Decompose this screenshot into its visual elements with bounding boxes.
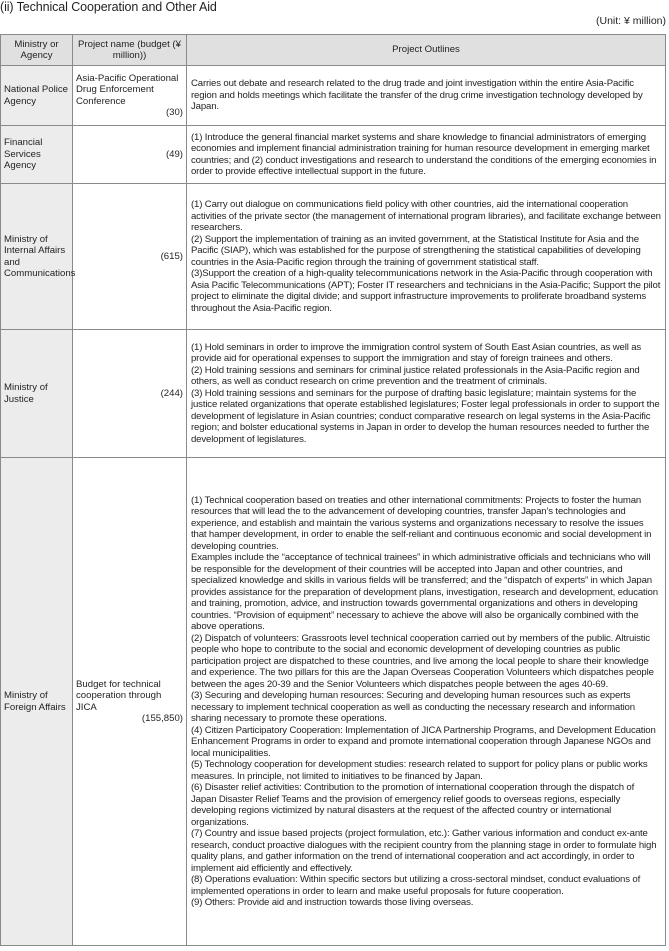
outline-cell [187, 458, 666, 946]
outline-paragraph: (2) Hold training sessions and seminars for criminal justice related professionals in the Asia-Pacific region and others, as well as conduct research on crime prevention and the treatment of criminals. [191, 364, 640, 388]
table-row [1, 126, 666, 184]
table-row [1, 66, 666, 126]
unit-note: (Unit: ¥ million) [595, 15, 666, 27]
outline-paragraph: (4) Citizen Participatory Cooperation: Implementation of JICA Partnership Programs, and Development Education Enhancement Programs in order to expand and promote international cooperation through Japanese NGOs and local municipalities. [191, 724, 656, 759]
ministry-cell: Financial Services Agency [1, 126, 73, 184]
outline-paragraph: Examples include the “acceptance of technical trainees” in which administrative officials and technicians who will be responsible for the development of their countries will be accepted into Japan and other countries, and specialized knowledge and skills in various fields will be transferred; and the “dispatch of experts” in which Japan provides assistance for the preparation of development plans, investigation, research and development, education and training, promotion, advice, and instruction towards governmental organizations and others in developing countries. “Provision of equipment” necessary to achieve the above will also be organically combined with the above operations. [191, 552, 658, 632]
project-budget: (49) [165, 148, 183, 160]
header-project: Project name (budget (¥ million)) [73, 35, 187, 66]
outline-paragraph: (1) Carry out dialogue on communications field policy with other countries, aid the international cooperation activities of the private sector (the management of international program libraries), and facilitate exchange between researchers. [191, 199, 661, 233]
project-cell [73, 330, 187, 458]
section-title: (ii) Technical Cooperation and Other Aid [0, 0, 217, 14]
outline-paragraph: (5) Technology cooperation for development studies: research related to support for policy plans or public works measures. In principle, not limited to initiatives to be financed by Japan. [191, 759, 648, 782]
table-row [1, 184, 666, 330]
outline-cell [187, 184, 666, 330]
outline-cell [187, 126, 666, 184]
ministry-cell: National Police Agency [1, 66, 73, 126]
project-cell [73, 66, 187, 126]
outline-paragraph: (2) Dispatch of volunteers: Grassroots level technical cooperation carried out by members of the public. Altruistic people who hope to contribute to the social and economic development of developing countries as public participation project are dispatched to these countries, and live among the local people to share their knowledge and experience. The two pillars for this are the Japan Overseas Cooperation Volunteers which dispatches people between the ages 20-39 and the Senior Volunteers which dispatches people between the ages 40-69. [191, 632, 654, 690]
outline-paragraph: (8) Operations evaluation: Within specific sectors but utilizing a cross-sectoral mindset, conduct evaluations of implemented operations in order to learn and make useful proposals for future cooperation. [191, 874, 641, 897]
project-budget: (615) [160, 250, 183, 262]
header-ministry: Ministry or Agency [1, 35, 73, 66]
ministry-cell: Ministry of Internal Affairs and Communications [1, 184, 73, 330]
aid-table [0, 34, 666, 946]
outline-paragraph: (3)Support the creation of a high-quality telecommunications network in the Asia-Pacific through cooperation with Asia Pacific Telecommunications (APT); Foster IT researchers and technicians in the Asia-Pacific; Support the pilot project to eliminate the digital divide; and support infrastructure improvements to proliferate broadband systems throughout the Asia-Pacific region. [191, 268, 661, 314]
project-budget: (155,850) [141, 713, 183, 724]
outline-paragraph: (9) Others: Provide aid and instruction towards those living overseas. [191, 897, 474, 908]
outline-cell [187, 66, 666, 126]
outline-paragraph: (2) Support the implementation of training as an invited government, at the Statistical Institute for Asia and the Pacific (SIAP), which was established for the purpose of strengthening the statistical capabilities of developing countries in the Asia-Pacific region through the training of government statistical staff. [191, 233, 641, 268]
project-budget: (30) [165, 107, 183, 118]
outline-paragraph: (7) Country and issue based projects (project formulation, etc.): Gather various information and conduct ex-ante research, conduct proactive dialogues with the recipient country from the planning stage in order to formulate high quality plans, and gather information on the trend of international cooperation and act accordingly, in order to implement aid efficiently and effectively. [191, 828, 657, 874]
outline-paragraph: (3) Hold training sessions and seminars for the purpose of drafting basic legislature; maintain systems for the justice related organizations that operate established legislatures; Foster legal professionals in order to support the development of legislature in Asian countries; conduct comparative research on legal systems in the Asia-Pacific region; and bolster educational systems in Japan in order to develop the human resources needed to further the development of legislatures. [191, 387, 660, 445]
project-cell [73, 458, 187, 946]
project-cell [73, 126, 187, 184]
header-outline: Project Outlines [187, 35, 666, 66]
table-header-row [1, 35, 666, 66]
ministry-cell: Ministry of Justice [1, 330, 73, 458]
table-row [1, 458, 666, 946]
project-budget: (244) [160, 387, 183, 399]
outline-paragraph: (1) Hold seminars in order to improve the immigration control system of South East Asian countries, as well as provide aid for operational expenses to support the immigration and stay of foreign trainees and others. [191, 341, 642, 365]
outline-paragraph: (1) Introduce the general financial market systems and share knowledge to financial administrators of emerging economies and implement financial administration training for human resource development in emerging market countries; and (2) conduct investigations and research to understand the conditions of the emerging economies in order to provide effective intellectual support in the future. [191, 131, 657, 177]
outline-paragraph: (3) Securing and developing human resources: Securing and developing human resources such as experts necessary to implement technical cooperation as well as conducting the necessary research and information sharing necessary to promote these operations. [191, 690, 635, 724]
outline-paragraph: (6) Disaster relief activities: Contribution to the promotion of international cooperation through the dispatch of Japan Disaster Relief Teams and the provision of emergency relief goods to overseas regions, especially developing regions victimized by natural disasters at the request of the affected country or international organizations. [191, 782, 635, 828]
project-cell [73, 184, 187, 330]
outline-cell [187, 330, 666, 458]
table-row [1, 330, 666, 458]
ministry-cell: Ministry of Foreign Affairs [1, 458, 73, 946]
outline-paragraph: (1) Technical cooperation based on treaties and other international commitments: Projects to foster the human resources that will lead the to the advancement of developing countries, transfer Japan’s technologies and experience, and establish and maintain the various systems and organizations necessary to resolve the issues that hamper development, in order to enable the self-reliant and continuous economic and social development in developing countries. [191, 494, 652, 552]
project-name: Budget for technical cooperation through JICA [76, 678, 162, 713]
outline-paragraph: Carries out debate and research related to the drug trade and joint investigation within the entire Asia-Pacific region and holds meetings which facilitate the transfer of the drug crime investigation technology developed by Japan. [191, 78, 643, 113]
project-name: Asia-Pacific Operational Drug Enforcement Conference [76, 72, 179, 107]
